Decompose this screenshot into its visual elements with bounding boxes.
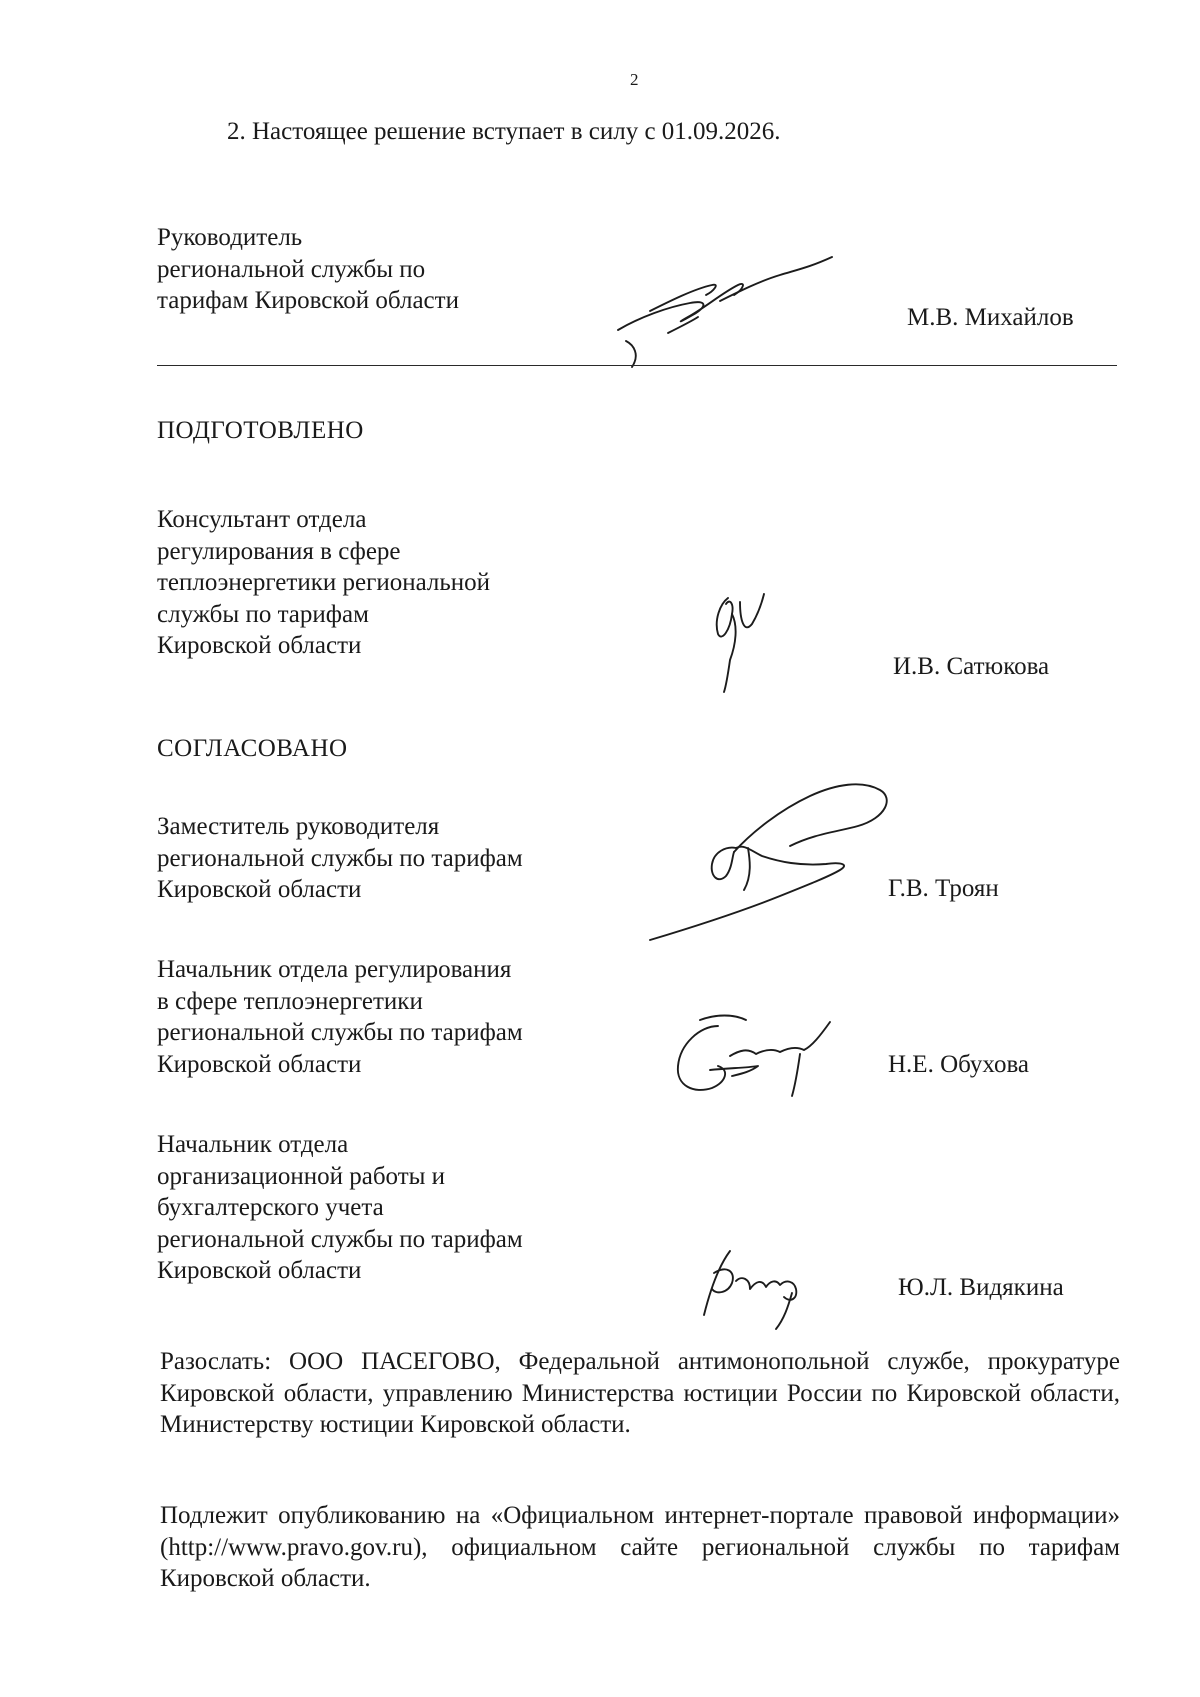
title-line: тарифам Кировской области <box>157 287 459 314</box>
head-signature <box>610 255 870 375</box>
approver-signature <box>700 1245 805 1330</box>
approver-name: Ю.Л. Видякина <box>898 1274 1064 1301</box>
title-line: организационной работы и <box>157 1162 446 1190</box>
approver-title <box>157 1129 523 1287</box>
distribution-list: Разослать: ООО ПАСЕГОВО, Федеральной антимонопольной службе, прокуратуре Кировской области, управлению Министерства юстиции России по Кировской области, Министерству юстиции Кировской области. <box>160 1348 1120 1438</box>
prepared-signature <box>710 590 770 695</box>
title-line: Начальник отдела регулирования <box>157 956 512 983</box>
approved-heading: СОГЛАСОВАНО <box>157 735 348 762</box>
approver-title <box>157 811 523 906</box>
approver-signature <box>670 1010 835 1100</box>
publication-note: Подлежит опубликованию на «Официальном интернет-портале правовой информации» (http://www.pravo.gov.ru), официальном сайте региональной службы по тарифам Кировской области. <box>160 1502 1120 1592</box>
title-line: Начальник отдела <box>157 1131 349 1158</box>
title-line: Кировской области <box>157 1257 362 1284</box>
title-line: Руководитель <box>157 224 303 251</box>
title-line: регулирования в сфере <box>157 537 401 565</box>
title-line: региональной службы по тарифам <box>157 1019 523 1046</box>
title-line: Кировской области <box>157 1050 362 1078</box>
approver-name: Н.Е. Обухова <box>888 1051 1030 1078</box>
title-line: теплоэнергетики региональной <box>157 569 491 596</box>
separator-line <box>157 365 1117 366</box>
approver-title <box>157 954 523 1080</box>
prepared-title <box>157 504 490 662</box>
title-line: бухгалтерского учета <box>157 1194 384 1221</box>
title-line: в сфере теплоэнергетики <box>157 987 423 1015</box>
head-name: М.В. Михайлов <box>907 304 1074 331</box>
prepared-heading: ПОДГОТОВЛЕНО <box>157 417 364 444</box>
title-line: региональной службы по тарифам <box>157 1225 523 1253</box>
title-line: региональной службы по тарифам <box>157 844 523 872</box>
effective-date-clause: 2. Настоящее решение вступает в силу с 01.09.2026. <box>227 118 781 145</box>
title-line: Кировской области <box>157 876 362 903</box>
title-line: региональной службы по <box>157 255 426 283</box>
approver-signature <box>640 780 920 955</box>
title-line: Заместитель руководителя <box>157 813 440 840</box>
page-number: 2 <box>630 70 639 89</box>
title-line: Консультант отдела <box>157 506 367 533</box>
title-line: службы по тарифам <box>157 600 369 628</box>
approver-name: Г.В. Троян <box>888 875 999 902</box>
title-line: Кировской области <box>157 632 362 659</box>
head-title <box>157 222 459 317</box>
prepared-name: И.В. Сатюкова <box>893 653 1050 680</box>
